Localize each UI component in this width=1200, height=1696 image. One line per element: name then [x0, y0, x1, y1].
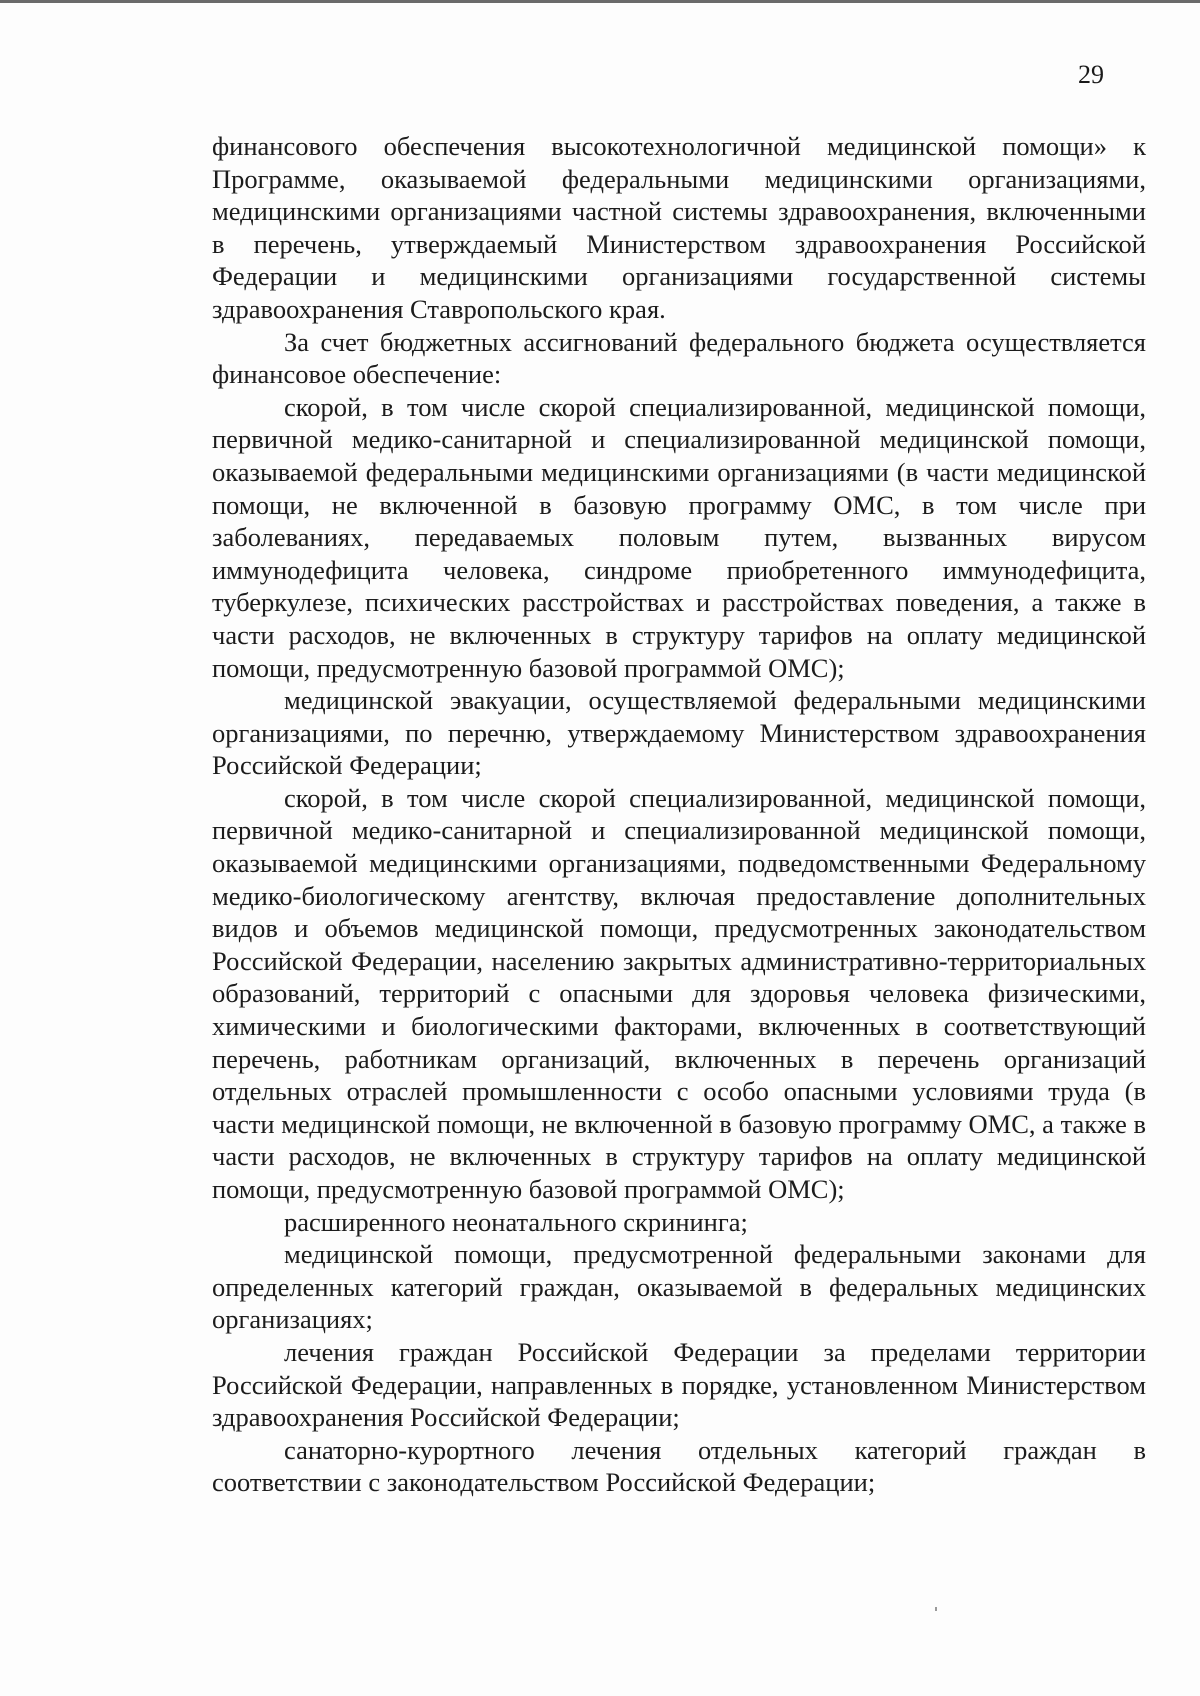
paragraph: расширенного неонатального скрининга;	[284, 1206, 748, 1237]
document-body	[212, 130, 1146, 1499]
scan-artifact	[935, 1607, 937, 1611]
paragraph: санаторно-курортного лечения отдельных категорий граждан в соответствии с законодательством Российской Федерации;	[212, 1434, 1146, 1498]
paragraph: скорой, в том числе скорой специализированной, медицинской помощи, первичной медико-санитарной и специализированной медицинской помощи, оказываемой медицинскими организациями, подведомственными Федеральному медико-биологическому агентству, включая предоставление дополнительных видов и объемов медицинской помощи, предусмотренных законодательством Российской Федерации, населению закрытых административно-территориальных образований, территорий с опасными для здоровья человека физическими, химическими и биологическими факторами, включенных в соответствующий перечень, работникам организаций, включенных в перечень организаций отдельных отраслей промышленности с особо опасными условиями труда (в части медицинской помощи, не включенной в базовую программу ОМС, а также в части расходов, не включенных в структуру тарифов на оплату медицинской помощи, предусмотренную базовой программой ОМС);	[212, 782, 1146, 1204]
paragraph: скорой, в том числе скорой специализированной, медицинской помощи, первичной медико-санитарной и специализированной медицинской помощи, оказываемой федеральными медицинскими организациями (в части медицинской помощи, не включенной в базовую программу ОМС, в том числе при заболеваниях, передаваемых половым путем, вызванных вирусом иммунодефицита человека, синдроме приобретенного иммунодефицита, туберкулезе, психических расстройствах и расстройствах поведения, а также в части расходов, не включенных в структуру тарифов на оплату медицинской помощи, предусмотренную базовой программой ОМС);	[212, 391, 1146, 683]
scan-top-border	[0, 0, 1200, 3]
page-number: 29	[1078, 60, 1104, 89]
paragraph: медицинской эвакуации, осуществляемой федеральными медицинскими организациями, по перечню, утверждаемому Министерством здравоохранения Российской Федерации;	[212, 685, 1146, 781]
paragraph: медицинской помощи, предусмотренной федеральными законами для определенных категорий граждан, оказываемой в федеральных медицинских организациях;	[212, 1239, 1146, 1335]
paragraph: финансового обеспечения высокотехнологичной медицинской помощи» к Программе, оказываемой федеральными медицинскими организациями, медицинскими организациями частной системы здравоохранения, включенными в перечень, утверждаемый Министерством здравоохранения Российской Федерации и медицинскими организациями государственной системы здравоохранения Ставропольского края.	[212, 131, 1146, 324]
paragraph: лечения граждан Российской Федерации за пределами территории Российской Федерации, направленных в порядке, установленном Министерством здравоохранения Российской Федерации;	[212, 1336, 1146, 1433]
paragraph: За счет бюджетных ассигнований федерального бюджета осуществляется финансовое обеспечение:	[212, 326, 1146, 390]
